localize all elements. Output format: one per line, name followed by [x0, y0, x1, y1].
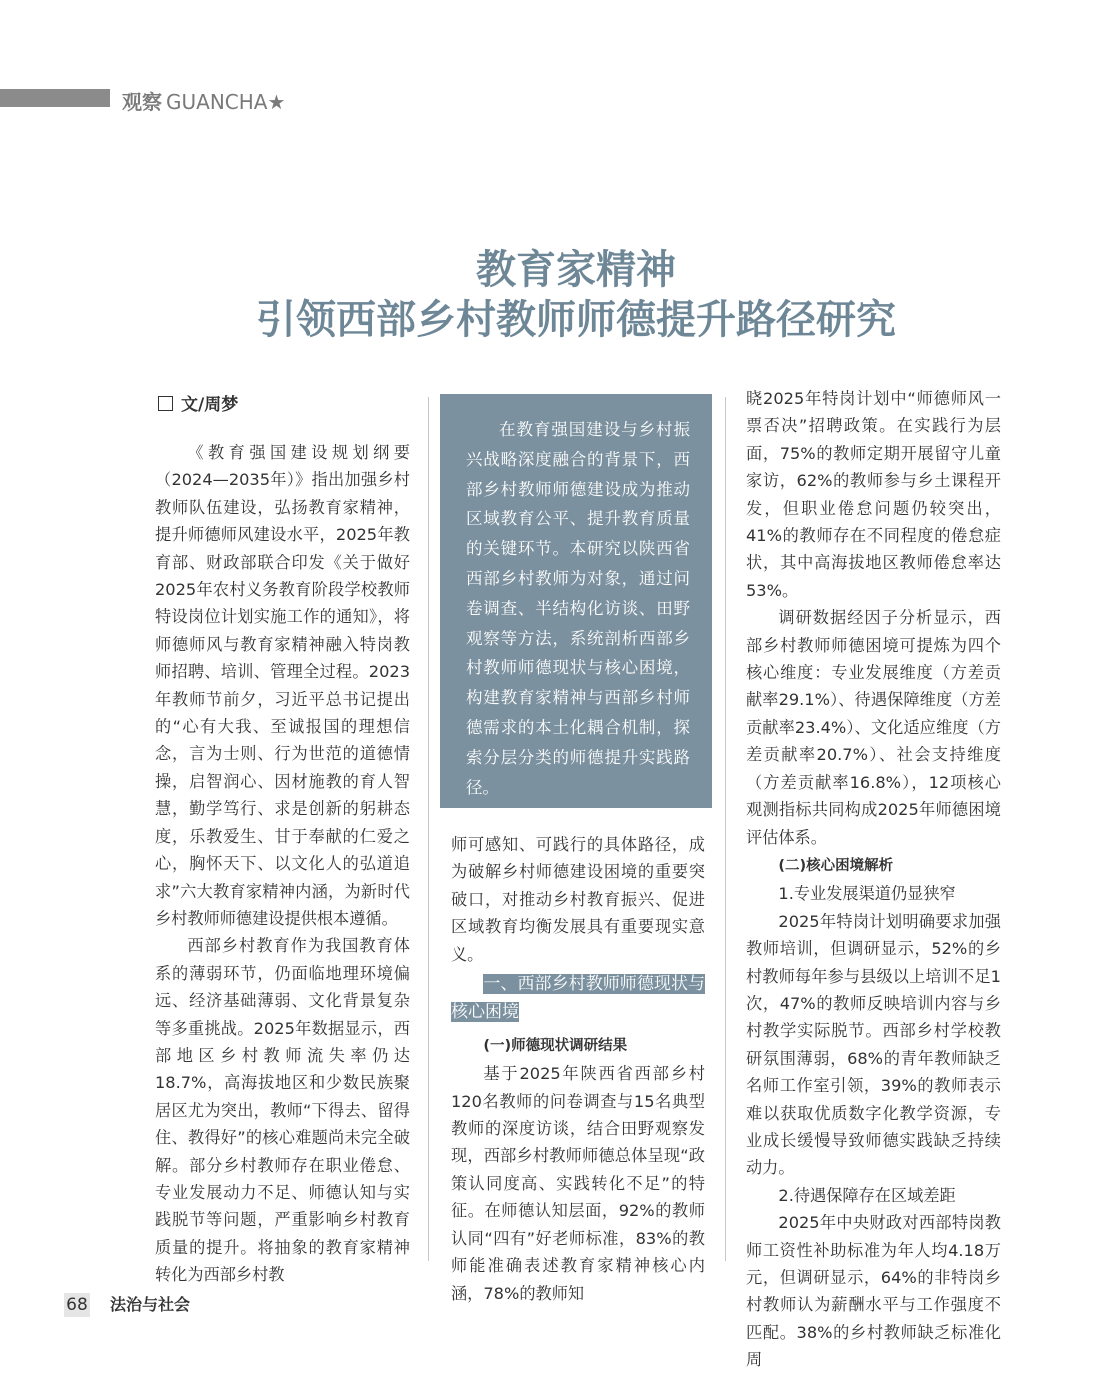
- list-item-heading: 1.专业发展渠道仍显狭窄: [778, 884, 956, 904]
- subsection-heading: [746, 851, 1001, 880]
- magazine-name: 法治与社会: [110, 1295, 191, 1314]
- column-3: [746, 385, 1001, 1374]
- column-divider: [428, 397, 429, 1261]
- column-1: [155, 439, 410, 1289]
- subsection-heading-text: (一)师德现状调研结果: [483, 1037, 628, 1054]
- square-icon: [158, 396, 173, 411]
- column-divider: [725, 397, 726, 1261]
- page-number: 68: [64, 1293, 90, 1317]
- list-item-heading: 2.待遇保障存在区域差距: [778, 1185, 956, 1205]
- subsection-heading: [451, 1031, 705, 1060]
- section-header: [122, 86, 285, 115]
- article-title-line1: 教育家精神: [476, 247, 676, 293]
- abstract-box: [440, 394, 712, 808]
- section-heading: [451, 970, 705, 1027]
- paragraph: 2025年中央财政对西部特岗教师工资性补助标准为年人均4.18万元，但调研显示，64%的非特岗乡村教师认为薪酬水平与工作强度不匹配。38%的乡村教师缺乏标准化周: [746, 1213, 1001, 1370]
- paragraph: 调研数据经因子分析显示，西部乡村教师师德困境可提炼为四个核心维度：专业发展维度（方差贡献率29.1%）、待遇保障维度（方差贡献率23.4%）、文化适应维度（方差贡献率20.7%）、社会支持维度（方差贡献率16.8%），12项核心观测指标共同构成2025年师德困境评估体系。: [746, 608, 1001, 847]
- subsection-heading-text: (二)核心困境解析: [778, 857, 894, 874]
- paragraph: 晓2025年特岗计划中“师德师风一票否决”招聘政策。在实践行为层面，75%的教师定期开展留守儿童家访，62%的教师参与乡土课程开发，但职业倦怠问题仍较突出，41%的教师存在不同程度的倦怠症状，其中高海拔地区教师倦怠率达53%。: [746, 389, 1001, 600]
- author-byline: [158, 390, 238, 415]
- author-name: 文/周梦: [181, 395, 239, 415]
- paragraph: 基于2025年陕西省西部乡村120名教师的问卷调查与15名典型教师的深度访谈，结合田野观察发现，西部乡村教师师德总体呈现“政策认同度高、实践转化不足”的特征。在师德认知层面，92%的教师认同“四有”好老师标准，83%的教师能准确表述教育家精神核心内涵，78%的教师知: [451, 1064, 705, 1303]
- paragraph: 师可感知、可践行的具体路径，成为破解乡村师德建设困境的重要突破口，对推动乡村教育振兴、促进区域教育均衡发展具有重要现实意义。: [451, 835, 705, 964]
- paragraph: 2025年特岗计划明确要求加强教师培训，但调研显示，52%的乡村教师每年参与县级以上培训不足1次，47%的教师反映培训内容与乡村教学实际脱节。西部乡村学校教研氛围薄弱，68%的青年教师缺乏名师工作室引领，39%的教师表示难以获取优质数字化教学资源，专业成长缓慢导致师德实践缺乏持续动力。: [746, 911, 1001, 1178]
- header-bar: [0, 89, 110, 107]
- paragraph: 西部乡村教育作为我国教育体系的薄弱环节，仍面临地理环境偏远、经济基础薄弱、文化背景复杂等多重挑战。2025年数据显示，西部地区乡村教师流失率仍达18.7%，高海拔地区和少数民族聚居区尤为突出，教师“下得去、留得住、教得好”的核心难题尚未完全破解。部分乡村教师存在职业倦怠、专业发展动力不足、师德认知与实践脱节等问题，严重影响乡村教育质量的提升。将抽象的教育家精神转化为西部乡村教: [155, 936, 410, 1285]
- article-title-line2: 引领西部乡村教师师德提升路径研究: [256, 297, 896, 343]
- section-name-cn: 观察: [122, 90, 162, 114]
- column-2: [451, 831, 705, 1307]
- section-heading-text: 一、西部乡村教师师德现状与核心困境: [451, 974, 705, 1023]
- paragraph: 《教育强国建设规划纲要（2024—2035年）》指出加强乡村教师队伍建设，弘扬教育家精神，提升师德师风建设水平，2025年教育部、财政部联合印发《关于做好2025年农村义务教育阶段学校教师特设岗位计划实施工作的通知》，将师德师风与教育家精神融入特岗教师招聘、培训、管理全过程。2023年教师节前夕，习近平总书记提出的“心有大我、至诚报国的理想信念，言为士则、行为世范的道德情操，启智润心、因材施教的育人智慧，勤学笃行、求是创新的躬耕态度，乐教爱生、甘于奉献的仁爱之心，胸怀天下、以文化人的弘道追求”六大教育家精神内涵，为新时代乡村教师师德建设提供根本遵循。: [155, 443, 410, 928]
- abstract-text: 在教育强国建设与乡村振兴战略深度融合的背景下，西部乡村教师师德建设成为推动区域教育公平、提升教育质量的关键环节。本研究以陕西省西部乡村教师为对象，通过问卷调查、半结构化访谈、田野观察等方法，系统剖析西部乡村教师师德现状与核心困境，构建教育家精神与西部乡村师德需求的本土化耦合机制，探索分层分类的师德提升实践路径。: [466, 420, 690, 797]
- section-name-en: GUANCHA★: [166, 90, 286, 114]
